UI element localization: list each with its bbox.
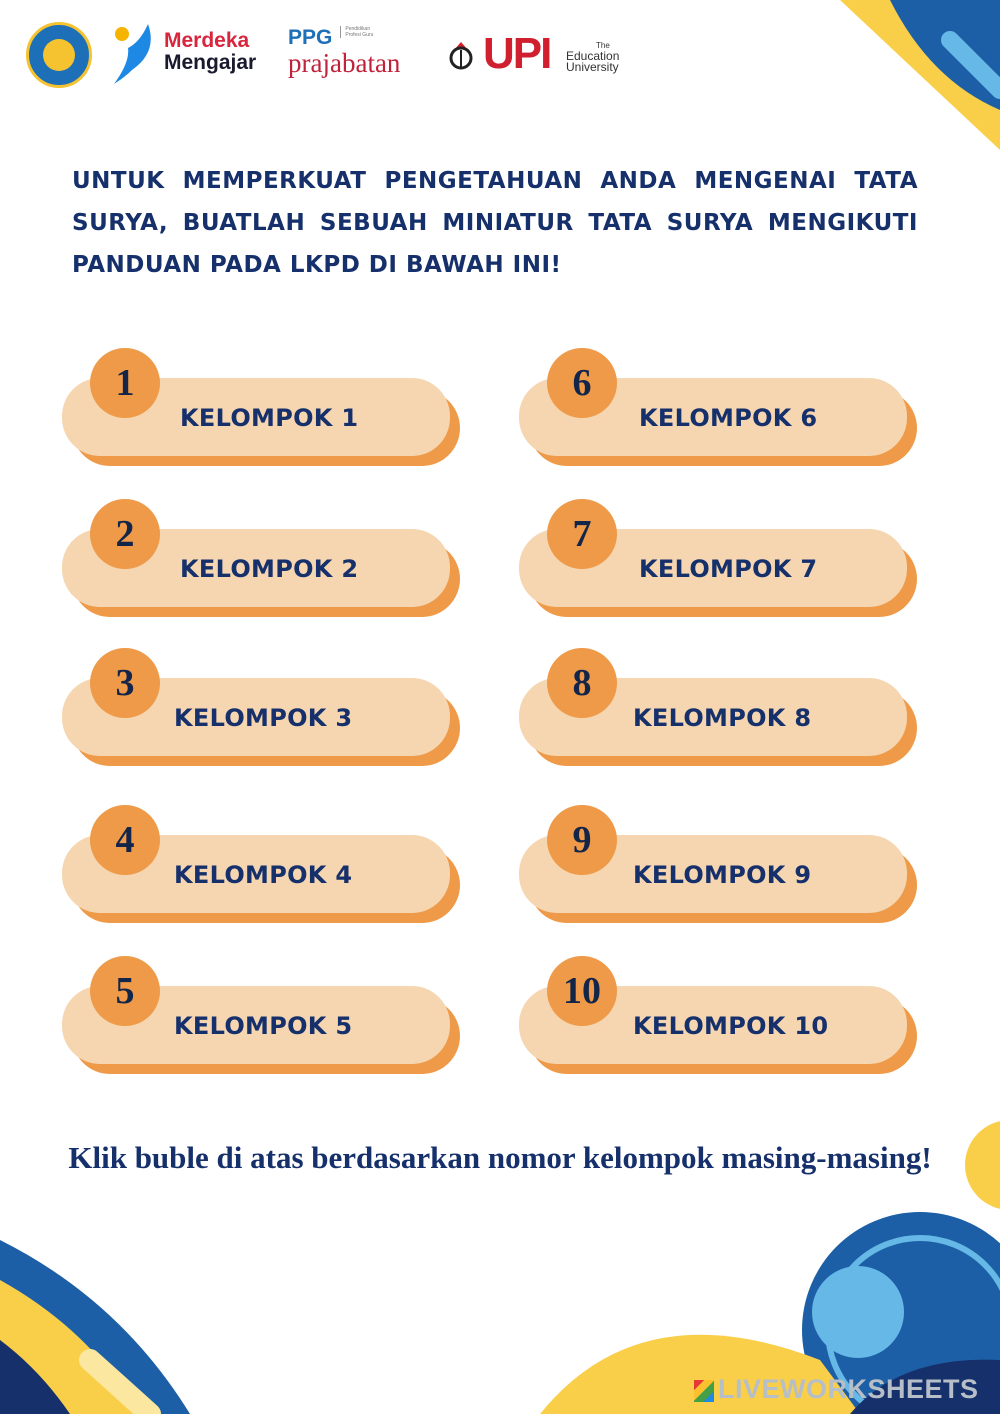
- group-label: KELOMPOK 4: [174, 861, 353, 889]
- group-number-badge: 2: [90, 499, 160, 569]
- group-button-8[interactable]: [519, 662, 917, 768]
- upi-logo-text: UPI: [483, 29, 551, 78]
- group-button-10[interactable]: [519, 970, 917, 1076]
- group-label: KELOMPOK 5: [174, 1012, 353, 1040]
- group-number-badge: 8: [547, 648, 617, 718]
- tut-wuri-handayani-seal-icon: [26, 22, 92, 88]
- group-number-badge: 6: [547, 348, 617, 418]
- group-label: KELOMPOK 10: [633, 1012, 829, 1040]
- bottom-left-decoration: [0, 1240, 190, 1414]
- top-right-decoration: [820, 0, 1000, 160]
- logo-header: [26, 20, 646, 90]
- watermark-text: LIVEWORKSHEETS: [718, 1374, 979, 1404]
- group-label: KELOMPOK 1: [180, 404, 359, 432]
- group-label: KELOMPOK 7: [639, 555, 818, 583]
- upi-tagline-education: Education: [566, 49, 620, 63]
- ppg-subtitle: Pendidikan Profesi Guru: [340, 26, 381, 38]
- group-button-2[interactable]: [62, 513, 460, 619]
- intro-instructions: UNTUK MEMPERKUAT PENGETAHUAN ANDA MENGENAI TATA SURYA, BUATLAH SEBUAH MINIATUR TATA SURYA MENGIKUTI PANDUAN PADA LKPD DI BAWAH INI!: [72, 168, 918, 278]
- mengajar-text: Mengajar: [164, 51, 257, 74]
- group-number-badge: 10: [547, 956, 617, 1026]
- group-label: KELOMPOK 9: [633, 861, 812, 889]
- ppg-prajabatan-logo: [288, 26, 400, 76]
- click-instruction: Klik buble di atas berdasarkan nomor kelompok masing-masing!: [68, 1140, 932, 1175]
- upi-tagline-university: University: [566, 60, 619, 74]
- group-label: KELOMPOK 2: [180, 555, 359, 583]
- group-button-9[interactable]: [519, 819, 917, 925]
- liveworksheets-logo-icon: [694, 1380, 714, 1402]
- group-number-badge: 3: [90, 648, 160, 718]
- group-button-6[interactable]: [519, 362, 917, 468]
- upi-emblem-icon: [446, 40, 476, 70]
- merdeka-text: Merdeka: [164, 29, 250, 52]
- group-button-1[interactable]: [62, 362, 460, 468]
- liveworksheets-watermark: [694, 1374, 979, 1405]
- group-number-badge: 4: [90, 805, 160, 875]
- upi-tagline-the: The: [596, 41, 610, 50]
- group-number-badge: 5: [90, 956, 160, 1026]
- group-number-badge: 1: [90, 348, 160, 418]
- group-button-4[interactable]: [62, 819, 460, 925]
- group-button-3[interactable]: [62, 662, 460, 768]
- upi-tagline: [566, 40, 619, 73]
- group-label: KELOMPOK 6: [639, 404, 818, 432]
- merdeka-mengajar-logo: [164, 30, 256, 74]
- group-button-7[interactable]: [519, 513, 917, 619]
- group-button-5[interactable]: [62, 970, 460, 1076]
- group-label: KELOMPOK 8: [633, 704, 812, 732]
- ppg-text: PPG: [288, 26, 333, 49]
- group-number-badge: 9: [547, 805, 617, 875]
- group-number-badge: 7: [547, 499, 617, 569]
- group-label: KELOMPOK 3: [174, 704, 353, 732]
- merdeka-mengajar-figure-icon: [110, 22, 158, 86]
- prajabatan-text: prajabatan: [288, 48, 401, 78]
- bottom-right-decoration: [520, 1140, 1000, 1414]
